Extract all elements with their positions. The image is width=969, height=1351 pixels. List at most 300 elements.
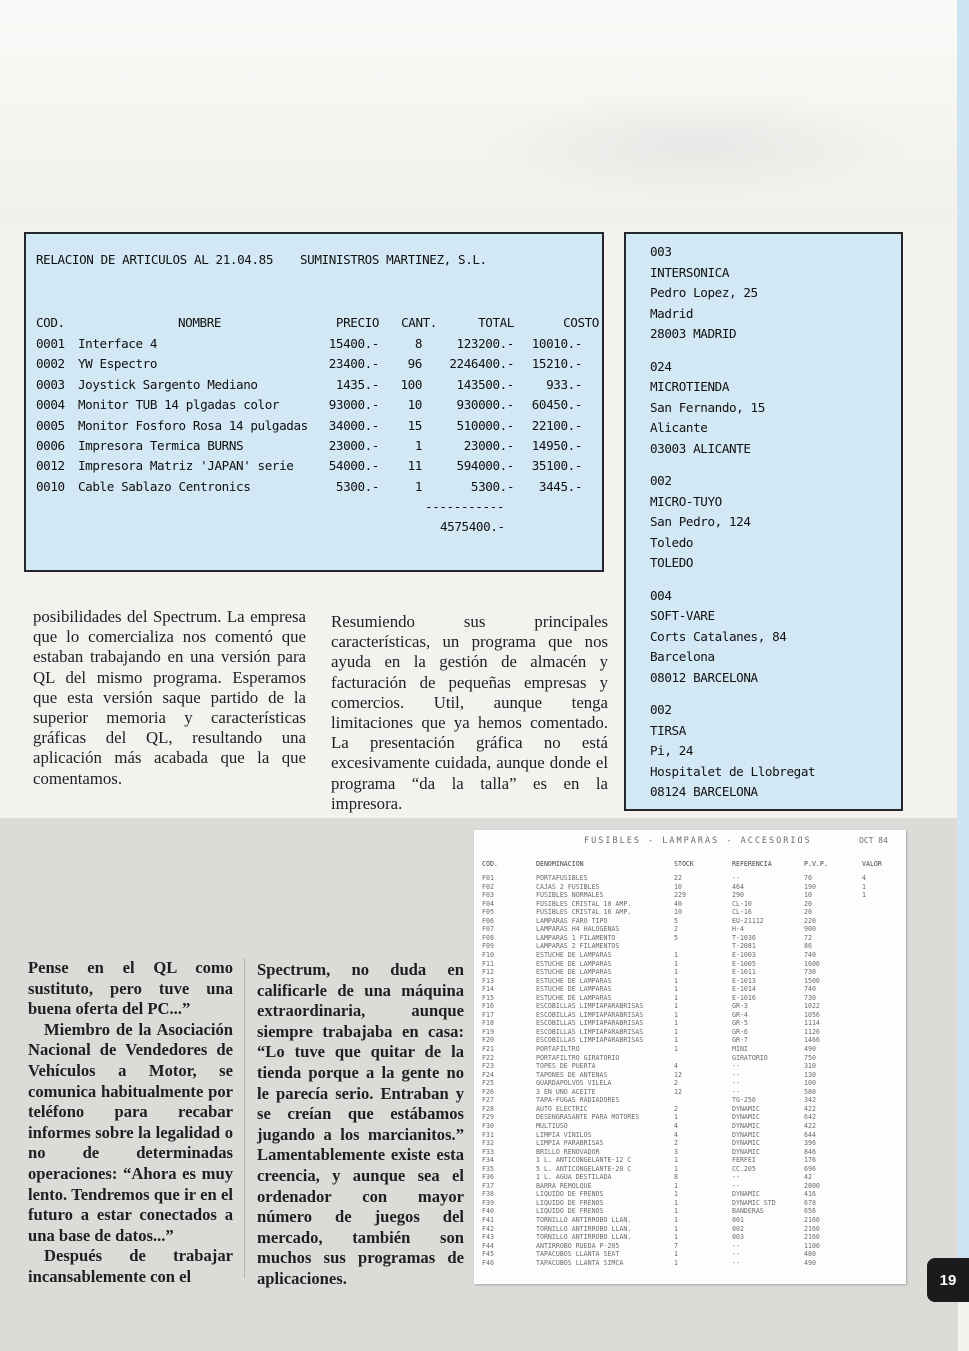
row-cost: 933.- <box>546 376 582 392</box>
printout-cell: 1 <box>674 1224 678 1233</box>
supplier-line: TOLEDO <box>650 555 694 571</box>
row-quantity: 1 <box>414 478 422 494</box>
printout-cell: F11 <box>482 959 494 968</box>
printout-cell: F03 <box>482 891 494 900</box>
printout-cell: 1 <box>674 1164 678 1173</box>
printout-cell: 72 <box>804 933 812 942</box>
printout-cell: PORTAFILTRO <box>536 1045 580 1053</box>
printout-cell: 130 <box>804 1070 816 1079</box>
printout-cell: 1 <box>674 1190 678 1199</box>
printout-cell: 2160 <box>804 1224 820 1233</box>
printout-cell: 1 L. ANTICONGELANTE-12 C <box>536 1156 632 1165</box>
row-price: 34000.- <box>328 417 379 433</box>
row-code: 0003 <box>36 376 65 392</box>
printout-cell: 1 <box>674 1113 678 1122</box>
printout-cell: 464 <box>732 882 744 891</box>
printout-cell: DYNAMIC <box>732 1104 760 1113</box>
printout-cell: F35 <box>482 1164 494 1173</box>
printout-cell: ESCOBILLAS LIMPIAPARABRISAS <box>536 1002 644 1011</box>
column-divider <box>244 958 245 1278</box>
column-header: COSTO <box>563 315 599 330</box>
printout-cell: 1114 <box>804 1019 820 1028</box>
printout-cell: 4 <box>674 1121 678 1130</box>
column-header: CANT. <box>401 315 437 330</box>
row-name: Interface 4 <box>78 336 158 351</box>
printout-cell: 490 <box>804 1258 816 1267</box>
printout-cell: 1 <box>674 1216 678 1224</box>
printout-cell: 1022 <box>804 1002 820 1011</box>
listing-grand-total: 4575400.- <box>440 519 505 534</box>
row-code: 0002 <box>36 356 65 372</box>
printout-cell: 7 <box>674 1241 678 1250</box>
printout-cell: 190 <box>804 882 816 891</box>
printout-cell: DYNAMIC <box>732 1147 760 1156</box>
row-cost: 22100.- <box>531 417 582 433</box>
printout-cell: EU-21112 <box>732 916 764 925</box>
printout-cell: 310 <box>804 1062 816 1071</box>
printout-cell: 4 <box>674 1062 678 1071</box>
article-column-2 <box>331 612 608 814</box>
printout-cell: 001 <box>732 1216 744 1224</box>
printout-cell: F44 <box>482 1241 494 1250</box>
printout-column-header: COD. <box>482 860 498 868</box>
listing-divider: ----------- <box>425 499 505 514</box>
row-quantity: 8 <box>414 336 422 351</box>
printout-cell: LIMPIA VINILOS <box>536 1130 592 1139</box>
printout-cell: F41 <box>482 1216 494 1224</box>
printout-cell: 20 <box>804 908 812 917</box>
article-paragraph: posibilidades del Spectrum. La empresa que lo comercializa nos comentó que estaban trabajando en una versión para QL del mismo programa. Esperamos que esta versión saque partido de la superior memoria y características gráficas del QL, resultando una aplicación más acabada que la que comentamos. <box>33 607 306 788</box>
printout-cell: GR-4 <box>732 1010 748 1019</box>
printout-cell: 1 <box>674 950 678 959</box>
printout-cell: F34 <box>482 1156 494 1165</box>
printout-cell: 22 <box>674 874 682 882</box>
supplier-line: Madrid <box>650 305 694 321</box>
printout-cell: LIQUIDO DE FRENOS <box>536 1198 604 1207</box>
printout-cell: 750 <box>804 1053 816 1062</box>
row-price: 23400.- <box>328 356 379 372</box>
printout-cell: T-1036 <box>732 933 756 942</box>
row-quantity: 10 <box>407 397 422 413</box>
printout-cell: F04 <box>482 899 494 908</box>
printout-cell: F30 <box>482 1121 494 1130</box>
printout-cell: 1 <box>674 1198 678 1207</box>
row-code: 0004 <box>36 397 65 413</box>
printout-cell: TORNILLO ANTIRROBO LLAN. <box>536 1233 632 1242</box>
printout-cell: -- <box>732 1181 740 1190</box>
printout-cell: CAJAS 2 FUSIBLES <box>536 882 600 891</box>
printout-cell: 740 <box>804 985 816 994</box>
printout-cell: CC.205 <box>732 1164 756 1173</box>
printout-cell: F01 <box>482 874 494 882</box>
printout-cell: 580 <box>804 1087 816 1096</box>
row-quantity: 1 <box>414 438 422 453</box>
printout-cell: GR-6 <box>732 1027 748 1036</box>
printout-cell: -- <box>732 1241 740 1250</box>
printout-cell: F36 <box>482 1173 494 1182</box>
supplier-line: 08012 BARCELONA <box>650 669 758 685</box>
right-edge-strip <box>957 0 969 1258</box>
row-total: 123200.- <box>456 336 514 351</box>
printout-cell: 10 <box>674 882 682 891</box>
printout-cell: 100 <box>804 1079 816 1088</box>
supplier-code: 004 <box>650 587 672 603</box>
column-header: COD. <box>36 315 65 330</box>
printout-cell: 003 <box>732 1233 744 1242</box>
printout-cell: 422 <box>804 1121 816 1130</box>
printout-cell: 490 <box>804 1045 816 1053</box>
printout-cell: 70 <box>804 874 812 882</box>
row-price: 93000.- <box>328 397 379 413</box>
printout-cell: ESCOBILLAS LIMPIAPARABRISAS <box>536 1019 644 1028</box>
supplier-line: INTERSONICA <box>650 264 730 280</box>
article-column-1 <box>33 607 306 789</box>
printout-cell: F22 <box>482 1053 494 1062</box>
printout-cell: 4 <box>674 1130 678 1139</box>
printout-cell: ANTIRROBO RUEDA P-205 <box>536 1241 620 1250</box>
printout-cell: F39 <box>482 1198 494 1207</box>
printout-cell: 40 <box>674 899 682 908</box>
printout-date: OCT 84 <box>859 836 888 845</box>
printout-cell: LAMPARAS 2 FILAMENTOS <box>536 942 620 951</box>
printout-cell: ESCOBILLAS LIMPIAPARABRISAS <box>536 1027 644 1036</box>
row-name: Impresora Matriz 'JAPAN' serie <box>78 458 294 474</box>
printout-cell: 1 <box>674 959 678 968</box>
printout-cell: F16 <box>482 1002 494 1011</box>
row-price: 1435.- <box>335 376 379 392</box>
supplier-line: 03003 ALICANTE <box>650 440 751 456</box>
printout-cell: FUSIBLES CRISTAL 16 AMP. <box>536 908 632 917</box>
printout-column-header: P.V.P. <box>804 860 828 868</box>
printout-cell: ESTUCHE DE LAMPARAS <box>536 985 612 994</box>
printout-cell: 678 <box>804 1198 816 1207</box>
printout-cell: AUTO ELECTRIC <box>536 1104 588 1113</box>
row-code: 0012 <box>36 458 65 474</box>
printout-cell: -- <box>732 1173 740 1182</box>
printout-cell: F25 <box>482 1079 494 1088</box>
printout-cell: 1 <box>674 1156 678 1165</box>
printout-cell: -- <box>732 874 740 882</box>
printout-cell: 1 <box>674 1002 678 1011</box>
printout-cell: 86 <box>804 942 812 951</box>
printout-cell: GR-7 <box>732 1036 748 1045</box>
printout-cell: 1 <box>674 1258 678 1267</box>
printout-cell: DYNAMIC <box>732 1130 760 1139</box>
interview-column-2 <box>257 960 464 1290</box>
row-cost: 3445.- <box>538 478 582 494</box>
row-price: 15400.- <box>328 336 379 351</box>
interview-paragraph: Pense en el QL como sustituto, pero tuve una buena oferta del PC...” <box>28 958 233 1019</box>
printout-cell: 8 <box>674 1173 678 1182</box>
page-number: 19 <box>927 1258 969 1302</box>
column-header: TOTAL <box>478 315 514 330</box>
printout-cell: H-4 <box>732 925 744 934</box>
printout-cell: ESCOBILLAS LIMPIAPARABRISAS <box>536 1010 644 1019</box>
printout-cell: E-1013 <box>732 976 756 985</box>
printout-cell: TOPES DE PUERTA <box>536 1062 596 1071</box>
column-header: PRECIO <box>335 315 379 330</box>
printout-cell: DYNAMIC <box>732 1139 760 1148</box>
printout-cell: 1 <box>862 891 866 900</box>
printout-cell: 1 <box>674 1207 678 1216</box>
printout-cell: DYNAMIC <box>732 1121 760 1130</box>
row-code: 0001 <box>36 336 65 351</box>
printout-cell: ESTUCHE DE LAMPARAS <box>536 993 612 1002</box>
printout-cell: 1 <box>674 993 678 1002</box>
interview-paragraph: Después de trabajar incansablemente con el <box>28 1246 233 1286</box>
printout-cell: F32 <box>482 1139 494 1148</box>
printout-cell: F05 <box>482 908 494 917</box>
printout-cell: -- <box>732 1087 740 1096</box>
row-cost: 14950.- <box>531 438 582 453</box>
supplier-line: Alicante <box>650 420 708 436</box>
row-name: Cable Sablazo Centronics <box>78 478 251 494</box>
printout-cell: F15 <box>482 993 494 1002</box>
printout-cell: LAMPARAS FARO TIPO <box>536 916 608 925</box>
printout-cell: E-1003 <box>732 950 756 959</box>
printout-cell: 1 <box>674 1233 678 1242</box>
printout-cell: 2 <box>674 1079 678 1088</box>
printout-cell: 740 <box>804 950 816 959</box>
printout-cell: -- <box>732 1250 740 1259</box>
printout-cell: 1500 <box>804 976 820 985</box>
printout-cell: 10 <box>804 891 812 900</box>
printout-cell: F38 <box>482 1190 494 1199</box>
printout-cell: F09 <box>482 942 494 951</box>
printout-cell: 342 <box>804 1096 816 1105</box>
printout-cell: ESTUCHE DE LAMPARAS <box>536 968 612 977</box>
article-paragraph: Resumiendo sus principales características, un programa que nos ayuda en la gestión de almacén y facturación de pequeñas empresas y comercios. Util, aunque tenga limitaciones que ya hemos comentado. La presentación gráfica no está excesivamente cuidada, aunque donde el programa “da la talla” es en la impresora. <box>331 612 608 813</box>
printout-header <box>474 860 906 869</box>
row-total: 5300.- <box>470 478 514 494</box>
row-quantity: 11 <box>407 458 422 474</box>
interview-column-1 <box>28 958 233 1288</box>
printout-cell: BARRA REMOLQUE <box>536 1181 592 1190</box>
printout-cell: 416 <box>804 1190 816 1199</box>
printout-cell: 3 <box>674 1147 678 1156</box>
printout-cell: -- <box>732 1079 740 1088</box>
row-name: Impresora Termica BURNS <box>78 438 244 453</box>
printout-cell: 656 <box>804 1207 816 1216</box>
printout-title-row <box>474 836 906 845</box>
printout-cell: TAPONES DE ANTENAS <box>536 1070 608 1079</box>
printout-cell: 1 <box>674 1181 678 1190</box>
printout-cell: F14 <box>482 985 494 994</box>
printout-cell: LIQUIDO DE FRENOS <box>536 1190 604 1199</box>
printout-cell: 2160 <box>804 1216 820 1224</box>
printout-cell: ESCOBILLAS LIMPIAPARABRISAS <box>536 1036 644 1045</box>
supplier-line: Barcelona <box>650 649 715 665</box>
supplier-line: MICRO-TUYO <box>650 493 722 509</box>
printout-cell: -- <box>732 1070 740 1079</box>
printout-cell: F08 <box>482 933 494 942</box>
printout-cell: 642 <box>804 1113 816 1122</box>
printout-cell: ESTUCHE DE LAMPARAS <box>536 976 612 985</box>
printout-cell: 1126 <box>804 1027 820 1036</box>
printout-cell: 1600 <box>804 959 820 968</box>
printout-cell: 1100 <box>804 1241 820 1250</box>
printout-cell: GUARDAPOLVOS VILELA <box>536 1079 612 1088</box>
printout-cell: LAMPARAS 1 FILAMENTO <box>536 933 616 942</box>
supplier-code: 002 <box>650 473 672 488</box>
printout-cell: F17 <box>482 1010 494 1019</box>
printout-cell: 1 <box>862 882 866 891</box>
printout-cell: F12 <box>482 968 494 977</box>
printout-cell: F10 <box>482 950 494 959</box>
printout-cell: T-2081 <box>732 942 756 951</box>
printout-cell: BANDERAS <box>732 1207 764 1216</box>
printout-cell: DESENGRASANTE PARA MOTORES <box>536 1113 640 1122</box>
printout-cell: 1 <box>674 968 678 977</box>
printout-cell: F13 <box>482 976 494 985</box>
supplier-line: SOFT-VARE <box>650 608 715 624</box>
printout-cell: 644 <box>804 1130 816 1139</box>
row-total: 2246400.- <box>449 356 514 372</box>
printout-cell: 900 <box>804 925 816 934</box>
printout-cell: 12 <box>674 1087 682 1096</box>
printout-column-header: VALOR <box>862 860 882 868</box>
supplier-code: 002 <box>650 702 672 717</box>
printout-cell: TORNILLO ANTIRROBO LLAN. <box>536 1216 632 1224</box>
printout-cell: 730 <box>804 968 816 977</box>
printout-cell: 1 <box>674 1019 678 1028</box>
printout-cell: CL-10 <box>732 899 752 908</box>
printout-column-header: REFERENCIA <box>732 860 772 868</box>
printout-cell: E-1005 <box>732 959 756 968</box>
supplier-code: 024 <box>650 358 672 374</box>
printout-cell: 1 <box>674 985 678 994</box>
printout-cell: 176 <box>804 1156 816 1165</box>
printout-cell: DYNAMIC <box>732 1113 760 1122</box>
printout-cell: ESTUCHE DE LAMPARAS <box>536 950 612 959</box>
supplier-line: 08124 BARCELONA <box>650 784 758 800</box>
printout-cell: F37 <box>482 1181 494 1190</box>
printout-cell: 5 L. ANTICONGELANTE-20 C <box>536 1164 632 1173</box>
top-photo-band <box>0 0 969 222</box>
supplier-line: Toledo <box>650 534 694 550</box>
supplier-line: Pi, 24 <box>650 743 694 759</box>
printout-cell: -- <box>732 1062 740 1071</box>
row-cost: 35100.- <box>531 458 582 474</box>
printout-cell: 10 <box>674 908 682 917</box>
printout-cell: GR-5 <box>732 1019 748 1028</box>
printout-cell: 5 <box>674 933 678 942</box>
printout-cell: F33 <box>482 1147 494 1156</box>
printout-cell: GIRATORIO <box>732 1053 768 1062</box>
row-cost: 15210.- <box>531 356 582 372</box>
row-name: Joystick Sargento Mediano <box>78 376 258 392</box>
printout-cell: ESTUCHE DE LAMPARAS <box>536 959 612 968</box>
printout-cell: TAPACUBOS LLANTA SEAT <box>536 1250 620 1259</box>
printout-cell: 730 <box>804 993 816 1002</box>
row-quantity: 100 <box>400 376 422 392</box>
printout-cell: 2800 <box>804 1181 820 1190</box>
printout-cell: 1 <box>674 1045 678 1053</box>
printout-cell: F23 <box>482 1062 494 1071</box>
printout-cell: GR-3 <box>732 1002 748 1011</box>
printout-cell: 2 <box>674 1104 678 1113</box>
printout-cell: F26 <box>482 1087 494 1096</box>
printout-cell: F40 <box>482 1207 494 1216</box>
printout-cell: E-1011 <box>732 968 756 977</box>
printout-cell: F19 <box>482 1027 494 1036</box>
printout-cell: BRILLO RENOVADOR <box>536 1147 600 1156</box>
column-header: NOMBRE <box>178 315 222 330</box>
printout-cell: 229 <box>674 891 686 900</box>
printout-cell: 1 <box>674 1036 678 1045</box>
printout-cell: TAPA-FUGAS RADIADORES <box>536 1096 620 1105</box>
interview-paragraph: Miembro de la Asociación Nacional de Vendedores de Vehículos a Motor, se comunica habitualmente por teléfono para recabar informes sobre la legalidad o no de determinadas operaciones: “Ahora es muy lento. Tendremos que ir en el futuro a estar conectados a una base de datos...” <box>28 1019 233 1245</box>
printout-cell: 480 <box>804 1250 816 1259</box>
faded-background-text <box>480 90 910 200</box>
printout-cell: 422 <box>804 1104 816 1113</box>
supplier-line: Hospitalet de Llobregat <box>650 763 816 779</box>
supplier-line: Pedro Lopez, 25 <box>650 285 758 301</box>
row-code: 0006 <box>36 438 65 453</box>
printout-cell: F46 <box>482 1258 494 1267</box>
supplier-line: Corts Catalanes, 84 <box>650 628 787 644</box>
printout-column-header: DENOMINACION <box>536 860 584 868</box>
row-name: Monitor TUB 14 plgadas color <box>78 397 280 413</box>
row-quantity: 15 <box>407 417 422 433</box>
printout-cell: 3 EN UNO ACEITE <box>536 1087 596 1096</box>
printout-cell: F21 <box>482 1045 494 1053</box>
printout-cell: F20 <box>482 1036 494 1045</box>
printout-cell: 1 L. AGUA DESTILADA <box>536 1173 612 1182</box>
row-total: 143500.- <box>456 376 514 392</box>
supplier-line: MICROTIENDA <box>650 379 730 395</box>
printout-cell: -- <box>732 1258 740 1267</box>
printout-cell: F27 <box>482 1096 494 1105</box>
printout-cell: E-1016 <box>732 993 756 1002</box>
supplier-line: 28003 MADRID <box>650 326 737 342</box>
printout-cell: MINI <box>732 1045 748 1053</box>
row-cost: 60450.- <box>531 397 582 413</box>
listing-header-left: RELACION DE ARTICULOS AL 21.04.85 <box>36 252 274 267</box>
row-name: YW Espectro <box>78 356 158 372</box>
row-total: 594000.- <box>456 458 514 474</box>
printout-cell: 12 <box>674 1070 682 1079</box>
printout-cell: F43 <box>482 1233 494 1242</box>
printout-cell: 2 <box>674 925 678 934</box>
printout-cell: 2 <box>674 1139 678 1148</box>
printout-cell: 1 <box>674 1250 678 1259</box>
printout-cell: TG-250 <box>732 1096 756 1105</box>
printout-title: FUSIBLES - LAMPARAS - ACCESORIOS <box>584 836 812 846</box>
printout-cell: 1 <box>674 1027 678 1036</box>
printout-cell: MULTIUSO <box>536 1121 568 1130</box>
row-code: 0005 <box>36 417 65 433</box>
row-total: 930000.- <box>456 397 514 413</box>
printout-cell: DYNAMIC STD <box>732 1198 776 1207</box>
printout-cell: 2160 <box>804 1233 820 1242</box>
printout-cell: F07 <box>482 925 494 934</box>
suppliers-screen <box>624 232 903 811</box>
printout-cell: 20 <box>804 899 812 908</box>
printout-cell: F31 <box>482 1130 494 1139</box>
printout-cell: 396 <box>804 1139 816 1148</box>
printout-cell: 1056 <box>804 1010 820 1019</box>
printout-cell: F28 <box>482 1104 494 1113</box>
printout-cell: F02 <box>482 882 494 891</box>
printout-cell: 1 <box>674 1010 678 1019</box>
printout-cell: F06 <box>482 916 494 925</box>
printout-cell: DYNAMIC <box>732 1190 760 1199</box>
printout-row <box>474 1259 906 1268</box>
printout-cell: LAMPARAS H4 HALOGENAS <box>536 925 620 934</box>
printout-cell: 1466 <box>804 1036 820 1045</box>
printout-cell: F42 <box>482 1224 494 1233</box>
